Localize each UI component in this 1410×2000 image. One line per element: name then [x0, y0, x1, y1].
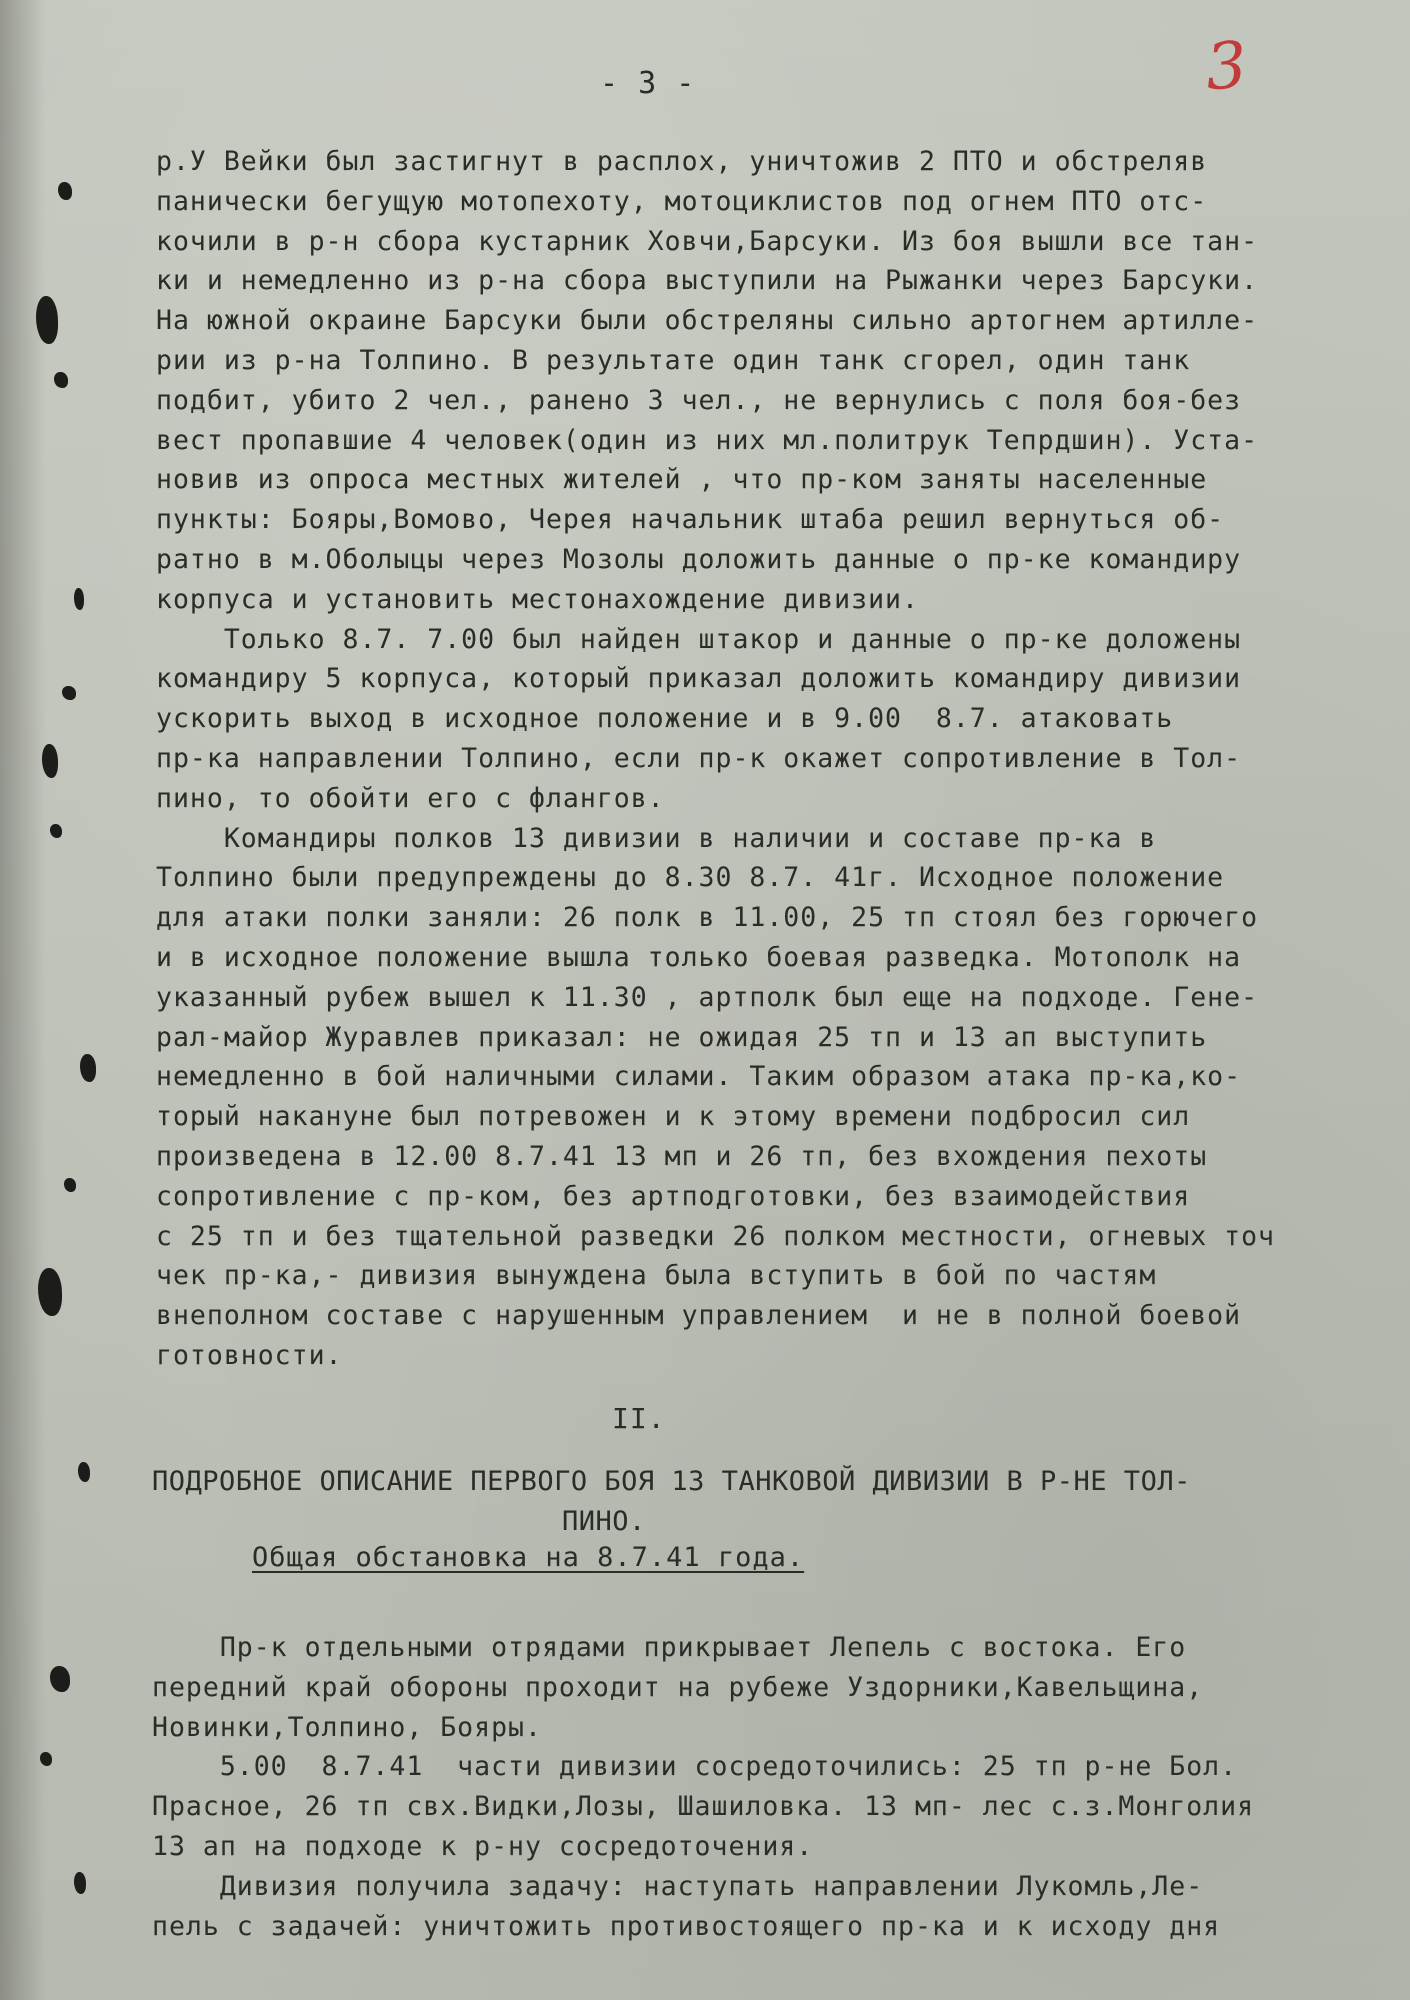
text-line: Новинки,Толпино, Бояры. [152, 1711, 542, 1743]
text-line: Толпино были предупреждены до 8.30 8.7. 41г. Исходное положение [156, 862, 1225, 894]
text-line: рал-майор Журавлев приказал: не ожидая 25 тп и 13 ап выступить [156, 1021, 1208, 1053]
text-line: торый накануне был потревожен и к этому времени подбросил сил [156, 1101, 1191, 1133]
binding-hole [74, 1872, 86, 1894]
text-line: пр-ка направлении Толпино, если пр-к окажет сопротивление в Тол- [156, 742, 1242, 774]
text-line: Пр-к отдельными отрядами прикрывает Лепель с востока. Его [152, 1632, 1187, 1663]
section-number: II. [612, 1402, 666, 1435]
text-line: произведена в 12.00 8.7.41 13 мп и 26 тп, без вхождения пехоты [156, 1140, 1208, 1172]
text-line: корпуса и установить местонахождение дивизии. [156, 583, 919, 615]
text-line: ки и немедленно из р-на сбора выступили на Рыжанки через Барсуки. [156, 265, 1259, 297]
text-line: 13 ап на подходе к р-ну сосредоточения. [152, 1830, 814, 1862]
text-line: ускорить выход в исходное положение и в 9.00 8.7. атаковать [156, 703, 1174, 735]
text-line: Дивизия получила задачу: наступать направлении Лукомль,Ле- [152, 1870, 1204, 1902]
text-line: сопротивление с пр-ком, без артподготовки, без взаимодействия [156, 1180, 1191, 1212]
binding-hole [74, 588, 84, 610]
binding-hole [42, 744, 58, 778]
archive-page-number-handwritten: 3 [1203, 28, 1250, 106]
binding-hole [54, 372, 68, 388]
text-line: пункты: Бояры,Вомово, Черея начальник штаба решил вернуться об- [156, 504, 1225, 536]
section-2-subtitle: Общая обстановка на 8.7.41 года. [252, 1542, 805, 1573]
text-line: чек пр-ка,- дивизия вынуждена была вступить в бой по частям [156, 1260, 1157, 1292]
section-2-title-line-1: ПОДРОБНОЕ ОПИСАНИЕ ПЕРВОГО БОЯ 13 ТАНКОВОЙ ДИВИЗИИ В Р-НЕ ТОЛ- [152, 1466, 1191, 1497]
text-line: Командиры полков 13 дивизии в наличии и составе пр-ка в [156, 822, 1157, 854]
text-line: с 25 тп и без тщательной разведки 26 полком местности, огневых точ [156, 1220, 1275, 1252]
text-line: готовности. [156, 1339, 343, 1371]
binding-hole [62, 686, 76, 700]
text-line: ратно в м.Оболыцы через Мозолы доложить данные о пр-ке командиру [156, 543, 1242, 575]
text-line: командиру 5 корпуса, который приказал доложить командиру дивизии [156, 663, 1242, 695]
text-line: 5.00 8.7.41 части дивизии сосредоточились: 25 тп р-не Бол. [152, 1751, 1238, 1783]
text-line: р.У Вейки был застигнут в расплох, уничтожив 2 ПТО и обстреляв [156, 146, 1208, 177]
text-line: вест пропавшие 4 человек(один из них мл.политрук Тепрдшин). Уста- [156, 424, 1259, 456]
text-line: новив из опроса местных жителей , что пр-ком заняты населенные [156, 464, 1208, 496]
text-line: пель с задачей: уничтожить противостоящего пр-ка и к исходу дня [152, 1910, 1221, 1942]
text-line: На южной окраине Барсуки были обстреляны сильно артогнем артилле- [156, 305, 1259, 337]
section-2-heading [152, 1462, 1402, 1542]
page-number: - 3 - [600, 66, 696, 101]
binding-hole [36, 296, 58, 344]
text-line: подбит, убито 2 чел., ранено 3 чел., не вернулись с поля боя-без [156, 384, 1242, 416]
text-line: для атаки полки заняли: 26 полк в 11.00, 25 тп стоял без горючего [156, 902, 1259, 934]
binding-hole [80, 1054, 96, 1082]
text-line: и в исходное положение вышла только боевая разведка. Мотополк на [156, 941, 1242, 973]
binding-hole [50, 824, 62, 838]
binding-hole [50, 1666, 70, 1692]
text-line: Только 8.7. 7.00 был найден штакор и данные о пр-ке доложены [156, 623, 1242, 655]
binding-hole [78, 1462, 90, 1482]
binding-hole [58, 182, 72, 200]
text-line: немедленно в бой наличными силами. Таким образом атака пр-ка,ко- [156, 1061, 1242, 1093]
binding-hole [38, 1268, 62, 1316]
text-line: внеполном составе с нарушенным управлением и не в полной боевой [156, 1300, 1242, 1332]
section-1-text [156, 142, 1401, 1376]
text-line: рии из р-на Толпино. В результате один танк сгорел, один танк [156, 344, 1191, 376]
text-line: пино, то обойти его с флангов. [156, 782, 665, 814]
text-line: панически бегущую мотопехоту, мотоциклистов под огнем ПТО отс- [156, 185, 1208, 217]
text-line: указанный рубеж вышел к 11.30 , артполк был еще на подходе. Гене- [156, 981, 1259, 1013]
text-line: Прасное, 26 тп свх.Видки,Лозы, Шашиловка. 13 мп- лес с.з.Монголия [152, 1791, 1255, 1823]
binding-hole [40, 1752, 52, 1766]
binding-hole [64, 1178, 76, 1192]
text-line: передний край обороны проходит на рубеже Уздорники,Кавельщина, [152, 1671, 1204, 1703]
text-line: кочили в р-н сбора кустарник Ховчи,Барсуки. Из боя вышли все тан- [156, 225, 1259, 257]
section-2-text [152, 1628, 1402, 1946]
section-2-title-line-2: ПИНО. [562, 1505, 646, 1537]
